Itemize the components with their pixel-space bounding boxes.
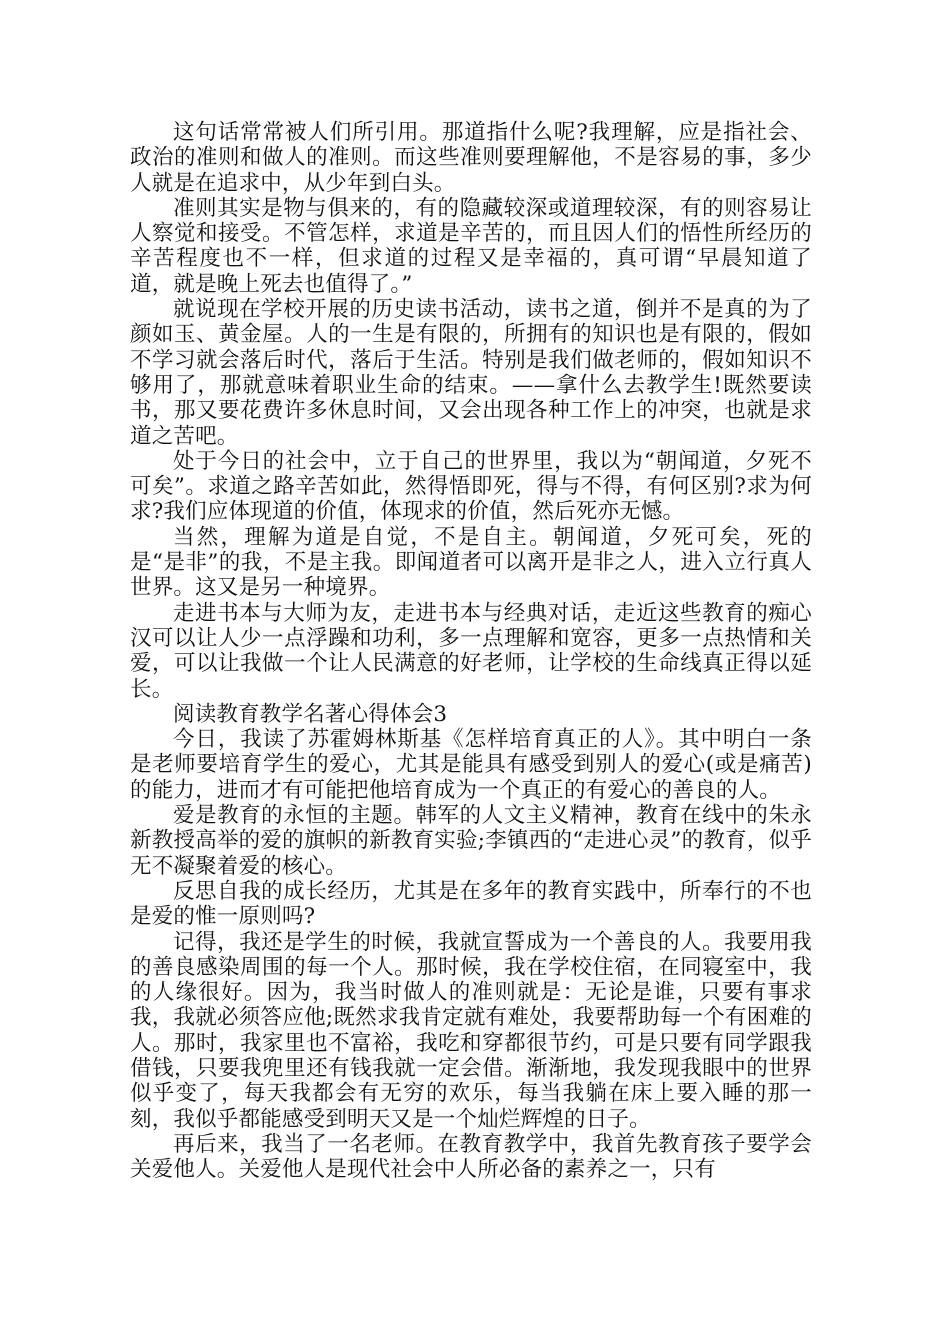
paragraph: 处于今日的社会中，立于自己的世界里，我以为“朝闻道，夕死不可矣”。求道之路辛苦如此，然得悟即死，得与不得，有何区别?求为何求?我们应体现道的价值，体现求的价值，然后死亦无憾。: [130, 448, 812, 525]
paragraph: 就说现在学校开展的历史读书活动，读书之道，倒并不是真的为了颜如玉、黄金屋。人的一生是有限的，所拥有的知识也是有限的，假如不学习就会落后时代，落后于生活。特别是我们做老师的，假如知识不够用了，那就意味着职业生命的结束。——拿什么去教学生!既然要读书，那又要花费许多休息时间，又会出现各种工作上的冲突，也就是求道之苦吧。: [130, 297, 812, 449]
document-body: [130, 120, 812, 1182]
paragraph: 走进书本与大师为友，走进书本与经典对话，走近这些教育的痴心汉可以让人少一点浮躁和功利，多一点理解和宽容，更多一点热情和关爱，可以让我做一个让人民满意的好老师，让学校的生命线真正得以延长。: [130, 600, 812, 702]
paragraph: 今日，我读了苏霍姆林斯基《怎样培育真正的人》。其中明白一条是老师要培育学生的爱心，尤其是能具有感受到别人的爱心(或是痛苦)的能力，进而才有可能把他培育成为一个真正的有爱心的善良的人。: [130, 727, 812, 803]
paragraph: 再后来，我当了一名老师。在教育教学中，我首先教育孩子要学会关爱他人。关爱他人是现代社会中人所必备的素养之一，只有: [130, 1131, 812, 1183]
paragraph: 记得，我还是学生的时候，我就宣誓成为一个善良的人。我要用我的善良感染周围的每一个人。那时候，我在学校住宿，在同寝室中，我的人缘很好。因为，我当时做人的准则就是：无论是谁，只要有事求我，我就必须答应他;既然求我肯定就有难处，我要帮助每一个有困难的人。那时，我家里也不富裕，我吃和穿都很节约，可是只要有同学跟我借钱，只要我兜里还有钱我就一定会借。渐渐地，我发现我眼中的世界似乎变了，每天我都会有无穷的欢乐，每当我躺在床上要入睡的那一刻，我似乎都能感受到明天又是一个灿烂辉煌的日子。: [130, 929, 812, 1132]
section-heading: 阅读教育教学名著心得体会3: [173, 701, 448, 727]
paragraph: 当然，理解为道是自觉，不是自主。朝闻道，夕死可矣，死的是“是非”的我，不是主我。即闻道者可以离开是非之人，进入立行真人世界。这又是另一种境界。: [130, 524, 812, 601]
paragraph: 反思自我的成长经历，尤其是在多年的教育实践中，所奉行的不也是爱的惟一原则吗?: [130, 878, 812, 930]
paragraph: 准则其实是物与俱来的，有的隐藏较深或道理较深，有的则容易让人察觉和接受。不管怎样，求道是辛苦的，而且因人们的悟性所经历的辛苦程度也不一样，但求道的过程又是幸福的，真可谓“早晨知道了道，就是晚上死去也值得了。”: [130, 195, 812, 297]
paragraph: 爱是教育的永恒的主题。韩军的人文主义精神，教育在线中的朱永新教授高举的爱的旗帜的新教育实验;李镇西的“走进心灵”的教育，似乎无不凝聚着爱的核心。: [130, 803, 812, 879]
paragraph: 这句话常常被人们所引用。那道指什么呢?我理解，应是指社会、政治的准则和做人的准则。而这些准则要理解他，不是容易的事，多少人就是在追求中，从少年到白头。: [130, 120, 812, 196]
